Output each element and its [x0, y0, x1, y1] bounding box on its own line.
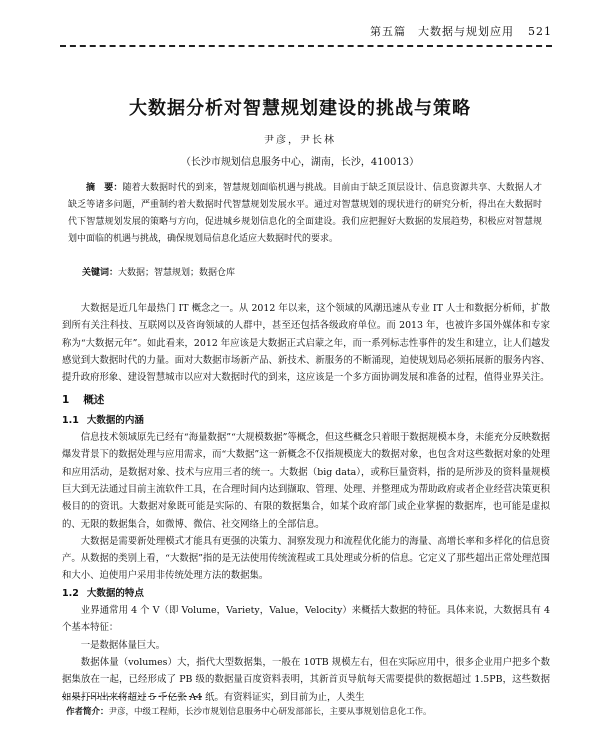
page-number: 521 — [528, 24, 552, 38]
footnote-label: 作者简介： — [66, 707, 109, 717]
body-text — [62, 300, 550, 706]
keywords-label: 关键词： — [82, 268, 119, 278]
section-1-heading — [62, 392, 550, 409]
section-1-1-number: 1.1 — [62, 414, 79, 426]
paragraph: 大数据是需要新处理模式才能具有更强的决策力、洞察发现力和流程优化能力的海量、高增长率和多样化的信息资产。从数据的类别上看，“大数据”指的是无法使用传统流程或工具处理或分析的信息。它定义了那些超出正常处理范围和大小、迫使用户采用非传统处理方法的数据集。 — [62, 535, 550, 582]
keywords-text: 大数据；智慧规划；数据仓库 — [118, 268, 236, 278]
authors: 尹彦，尹长林 — [264, 135, 336, 146]
section-1-number: 1 — [62, 394, 70, 407]
abstract — [68, 180, 542, 248]
keywords — [82, 265, 542, 278]
paragraph: 数据体量（volumes）大，指代大型数据集，一般在 10TB 规模左右，但在实际应用中，很多企业用户把多个数据集放在一起，已经形成了 PB 级的数据量百度资料表明，其新首页导航每天需要提供的数据超过 1.5PB，这些数据如果打印出来将超过 5 千亿张 A4 纸。有资料证实，到目前为止，人类生 — [62, 656, 550, 703]
abstract-text: 随着大数据时代的到来，智慧规划面临机遇与挑战。目前由于缺乏顶层设计、信息资源共享、大数据人才缺乏等诸多问题，严重制约着大数据时代智慧规划发展水平。通过对智慧规划的现状进行的研究分析，得出在大数据时代下智慧规划发展的策略与方向，促进城乡规划信息化的全面建设。我们应把握好大数据的发展趋势，积极应对智慧规划中面临的机遇与挑战，确保规划局信息化适应大数据时代的要求。 — [68, 183, 542, 244]
paragraph: 业界通常用 4 个 V（即 Volume，Variety，Value，Velocity）来概括大数据的特征。具体来说，大数据具有 4 个基本特征： — [62, 605, 550, 634]
footnote — [66, 705, 550, 717]
header-divider — [60, 45, 552, 47]
section-1-2-heading — [62, 585, 550, 602]
section-1-title: 概述 — [83, 394, 105, 407]
section-1-1-heading — [62, 412, 550, 429]
paragraph: 信息技术领域原先已经有“海量数据”“大规模数据”等概念，但这些概念只着眼于数据规模本身，未能充分反映数据爆发背景下的数据处理与应用需求，而“大数据”这一新概念不仅指规模庞大的数据对象，也包含对这些数据对象的处理和应用活动，是数据对象、技术与应用三者的统一。大数据（big data），或称巨量资料，指的是所涉及的资料量规模巨大到无法通过目前主流软件工具，在合理时间内达到撷取、管理、处理、并整理成为帮助政府或者企业经营决策更积极目的的资讯。大数据对象既可能是实际的、有限的数据集合，如某个政府部门或企业掌握的数据库，也可能是虚拟的、无限的数据集合，如微博、微信、社交网络上的全部信息。 — [62, 432, 550, 530]
header-section-title: 第五篇 大数据与规划应用 — [370, 25, 514, 38]
running-header — [60, 20, 552, 42]
paragraph: 一是数据体量巨大。 — [80, 639, 166, 651]
abstract-label: 摘 要： — [86, 183, 123, 193]
paper-title: 大数据分析对智慧规划建设的挑战与策略 — [129, 98, 471, 119]
section-1-2-title: 大数据的特点 — [86, 587, 144, 599]
footnote-divider — [62, 696, 202, 697]
section-1-1-title: 大数据的内涵 — [86, 414, 144, 426]
footnote-text: 尹彦，中级工程师，长沙市规划信息服务中心研发部部长，主要从事规划信息化工作。 — [108, 707, 432, 717]
affiliation: （长沙市规划信息服务中心，湖南，长沙，410013） — [180, 157, 420, 168]
intro-paragraph: 大数据是近几年最热门 IT 概念之一。从 2012 年以来，这个领域的风潮迅速从专业 IT 人士和数据分析师，扩散到所有关注科技、互联网以及咨询领域的人群中，甚至还包括各级政府单位。而 2013 年，也被许多国外媒体和专家称为“大数据元年”。如此看来，2012 年应该是大数据正式启蒙之年，而一系列标志性事件的发生和建立，让人们越发感觉到大数据时代的力量。面对大数据市场新产品、新技术、新服务的不断涌现，迫使规划局必须拓展新的服务内容、提升政府形象、建设智慧城市以应对大数据时代的到来，这应该是一个多方面协调发展和准备的过程，值得业界关注。 — [62, 303, 550, 384]
section-1-2-number: 1.2 — [62, 587, 79, 599]
